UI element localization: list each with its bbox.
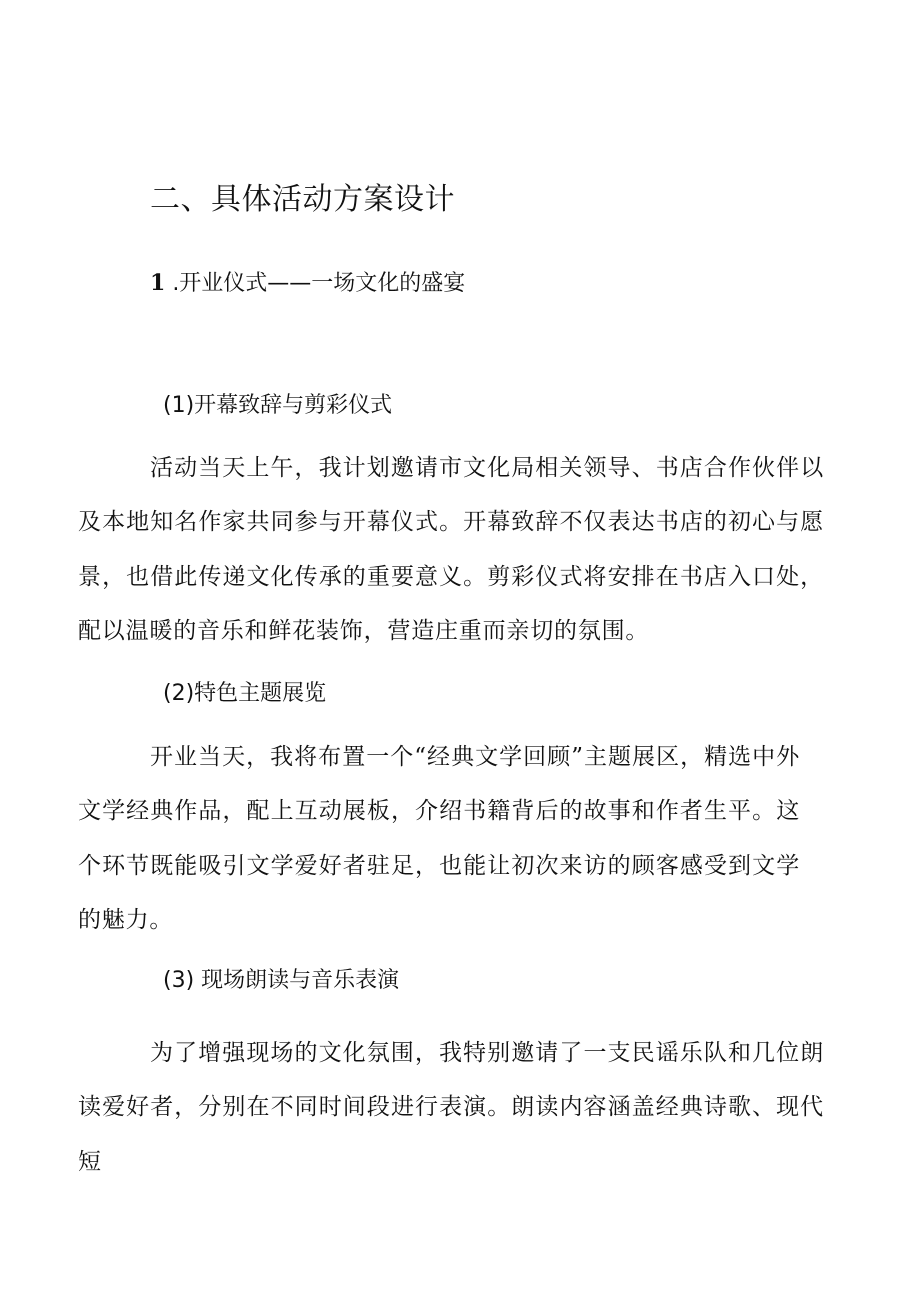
subsection-number: 1 (150, 270, 166, 296)
item-heading-theme-exhibition: (2)特色主题展览 (163, 681, 327, 706)
item-heading-live-performance: (3) 现场朗读与音乐表演 (163, 968, 400, 993)
section-title: 二、具体活动方案设计 (150, 182, 455, 217)
item-body-live-performance: 为了增强现场的文化氛围，我特别邀请了一支民谣乐队和几位朗读爱好者，分别在不同时间段进行表演。朗读内容涵盖经典诗歌、现代短 (78, 1040, 824, 1175)
item-body-theme-exhibition: 开业当天，我将布置一个“经典文学回顾”主题展区，精选中外文学经典作品，配上互动展板，介绍书籍背后的故事和作者生平。这个环节既能吸引文学爱好者驻足，也能让初次来访的顾客感受到文学的魅力。 (78, 744, 800, 934)
subsection-heading (150, 266, 465, 301)
item-heading-opening-speech: (1)开幕致辞与剪彩仪式 (163, 393, 393, 418)
subsection-title: .开业仪式——一场文化的盛宴 (172, 271, 466, 296)
item-body-opening-speech: 活动当天上午，我计划邀请市文化局相关领导、书店合作伙伴以及本地知名作家共同参与开幕仪式。开幕致辞不仅表达书店的初心与愿景，也借此传递文化传承的重要意义。剪彩仪式将安排在书店入口处，配以温暖的音乐和鲜花装饰，营造庄重而亲切的氛围。 (78, 455, 824, 645)
